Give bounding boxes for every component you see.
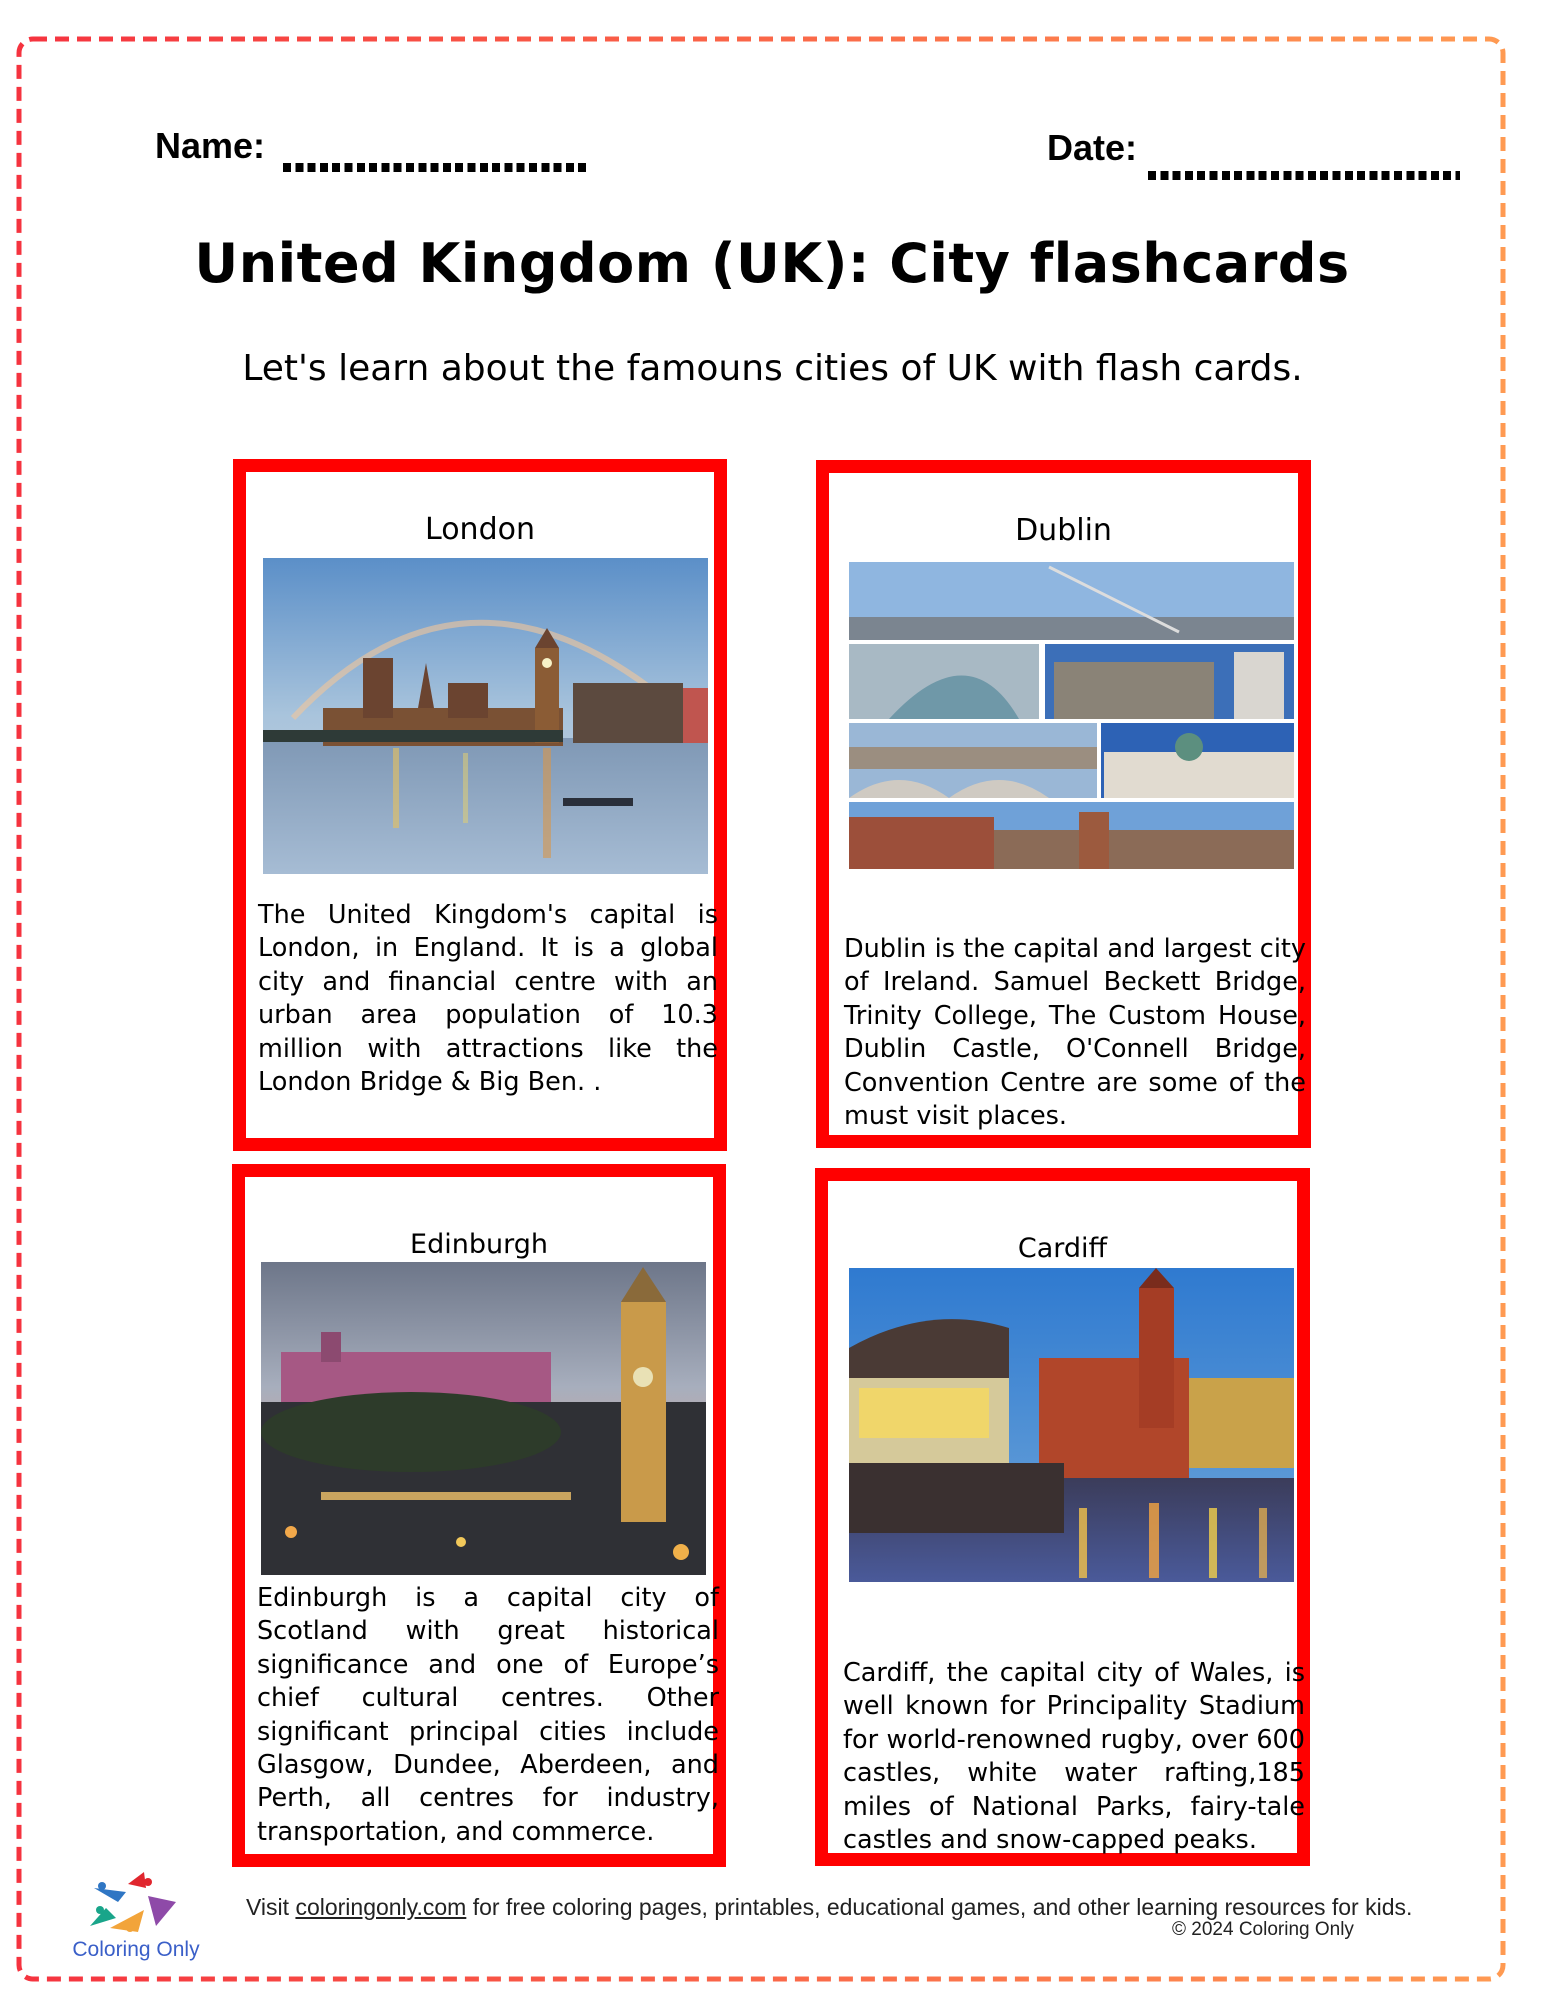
london-image <box>263 558 708 874</box>
card-description: The United Kingdom's capital is London, in England. It is a global city and financial centre with an urban area population of 10.3 million with attractions like the London Bridge & Big Ben. . <box>258 900 718 1098</box>
card-title: London <box>425 512 535 547</box>
card-description: Dublin is the capital and largest city of Ireland. Samuel Beckett Bridge, Trinity College, The Custom House, Dublin Castle, O'Connell Bridge, Convention Centre are some of the must visit places. <box>844 934 1306 1132</box>
card-description: Cardiff, the capital city of Wales, is well known for Principality Stadium for world-renowned rugby, over 600 castles, white water rafting,185 miles of National Parks, fairy-tale castles and snow-capped peaks. <box>843 1658 1305 1856</box>
edinburgh-image <box>261 1262 706 1575</box>
card-description: Edinburgh is a capital city of Scotland with great historical significance and one of Europe’s chief cultural centres. Other significant principal cities include Glasgow, Dundee, Aberdeen, and Perth, all centres for industry, transportation, and commerce. <box>257 1583 719 1847</box>
flashcard-london <box>233 459 727 1151</box>
name-label: Name: <box>155 125 266 166</box>
copyright-text: © 2024 Coloring Only <box>1172 1919 1354 1940</box>
logo-text: Coloring Only <box>72 1938 200 1961</box>
footer-visit-suffix: for free coloring pages, printables, educational games, and other learning resources for kids. <box>466 1894 1413 1920</box>
name-field[interactable] <box>283 163 590 172</box>
card-title: Edinburgh <box>410 1229 548 1260</box>
flashcard-dublin <box>816 460 1311 1148</box>
cardiff-image <box>849 1268 1294 1582</box>
coloringonly-link[interactable]: coloringonly.com <box>295 1894 467 1920</box>
flashcard-cardiff <box>815 1168 1310 1866</box>
page-subtitle: Let's learn about the famouns cities of UK with flash cards. <box>242 348 1303 389</box>
footer-visit-prefix: Visit <box>246 1894 296 1920</box>
card-title: Cardiff <box>1017 1233 1108 1264</box>
logo-figures-icon <box>66 1866 206 1938</box>
flashcard-edinburgh <box>232 1164 726 1867</box>
coloring-only-logo[interactable] <box>66 1866 206 1970</box>
card-title: Dublin <box>1015 513 1112 548</box>
date-field[interactable] <box>1148 171 1460 180</box>
dublin-image <box>849 562 1294 869</box>
page-title: United Kingdom (UK): City flashcards <box>194 232 1350 295</box>
date-label: Date: <box>1047 127 1138 168</box>
